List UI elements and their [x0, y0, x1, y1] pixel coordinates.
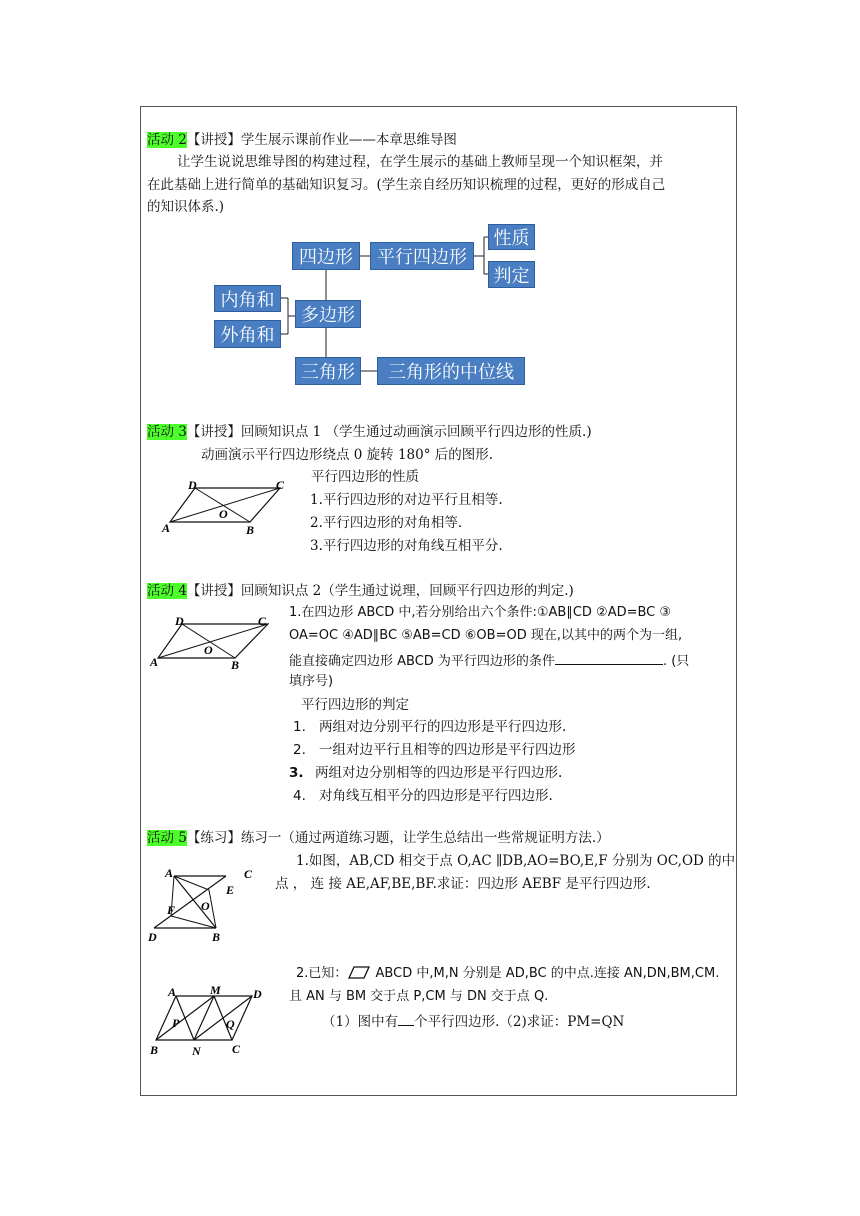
figure-crossing-lines [146, 866, 266, 946]
problem2-line3 [322, 1011, 624, 1031]
criterion-1 [293, 718, 566, 736]
activity5-title: 【练习】练习一（通过两道练习题，让学生总结出一些常规证明方法.） [186, 830, 610, 846]
activity5-tag: 活动 5 [147, 830, 187, 846]
activity3-tag: 活动 3 [147, 424, 187, 440]
criterion-4-text: 对角线互相平分的四边形是平行四边形. [319, 788, 553, 804]
problem2-q2: 个平行四边形.（2)求证：PM=QN [414, 1014, 625, 1030]
parallelogram-figure-2 [150, 612, 280, 672]
label-Q: Q [226, 1017, 235, 1031]
problem2-q1: （1）图中有 [322, 1014, 399, 1030]
criteria-heading: 平行四边形的判定 [301, 697, 409, 713]
property-3: 3.平行四边形的对角线互相平分. [310, 538, 503, 554]
activity3-subtitle: 动画演示平行四边形绕点 0 旋转 180° 后的图形. [201, 447, 494, 463]
mindmap-criteria: 判定 [488, 261, 535, 288]
problem1-line2: 点 ， 连 接 AE,AF,BE,BF.求证：四边形 AEBF 是平行四边形. [275, 876, 651, 892]
label-D: D [175, 614, 184, 628]
criterion-3-num: 3. [289, 765, 304, 781]
criterion-4 [293, 787, 553, 805]
parallelogram-figure-1 [160, 478, 300, 538]
criterion-3 [289, 764, 562, 782]
properties-heading: 平行四边形的性质 [311, 469, 419, 485]
label-P: P [172, 1016, 180, 1030]
activity4-heading [147, 582, 574, 600]
activity2-line2: 在此基础上进行简单的基础知识复习。(学生亲自经历知识梳理的过程，更好的形成自己 [147, 177, 666, 193]
label-O: O [201, 899, 210, 913]
criterion-2 [293, 741, 576, 759]
activity4-tag: 活动 4 [147, 583, 187, 599]
activity5-heading [147, 829, 610, 847]
label-C: C [258, 614, 267, 628]
label-C: C [276, 478, 285, 492]
criterion-2-text: 一组对边平行且相等的四边形是平行四边形 [319, 742, 576, 758]
question-suffix: . (只 [662, 654, 690, 669]
label-A: A [150, 655, 159, 669]
activity2-title: 【讲授】学生展示课前作业——本章思维导图 [186, 132, 457, 148]
parallelogram-symbol-icon [347, 966, 371, 979]
question-line4: 填序号) [289, 674, 334, 689]
label-O: O [219, 507, 228, 521]
mindmap-exterior-angles: 外角和 [214, 320, 281, 348]
count-blank[interactable] [398, 1011, 414, 1026]
problem2-line1 [296, 965, 719, 983]
question-text: 能直接确定四边形 ABCD 为平行四边形的条件 [289, 654, 555, 669]
label-B: B [231, 658, 240, 672]
label-A: A [162, 521, 171, 535]
label-B: B [246, 523, 255, 537]
label-D: D [148, 930, 157, 944]
criterion-1-num: 1. [293, 719, 306, 735]
activity3-heading [147, 423, 592, 441]
question-line1: 1.在四边形 ABCD 中,若分别给出六个条件:①AB∥CD ②AD=BC ③ [289, 605, 672, 620]
label-E: E [226, 883, 235, 897]
criterion-4-num: 4. [293, 788, 306, 804]
problem2-prefix: 2.已知： [296, 966, 348, 981]
mindmap-properties: 性质 [488, 224, 535, 250]
label-D: D [188, 478, 197, 492]
label-D: D [253, 987, 262, 1001]
label-F: F [167, 903, 176, 917]
label-B: B [150, 1043, 159, 1057]
criterion-2-num: 2. [293, 742, 306, 758]
parallelogram-midpoints-figure [146, 984, 276, 1064]
label-C: C [244, 867, 253, 881]
property-2: 2.平行四边形的对角相等. [310, 515, 463, 531]
label-M: M [210, 983, 221, 997]
label-B: B [212, 930, 221, 944]
activity2-line3: 的知识体系.) [147, 199, 225, 215]
label-N: N [192, 1044, 201, 1058]
label-C: C [232, 1042, 241, 1056]
activity2-heading [147, 131, 457, 149]
activity3-title: 【讲授】回顾知识点 1 （学生通过动画演示回顾平行四边形的性质.) [186, 424, 592, 440]
activity2-line1: 让学生说说思维导图的构建过程，在学生展示的基础上教师呈现一个知识框架，并 [177, 154, 663, 170]
mindmap-interior-angles: 内角和 [214, 285, 281, 312]
problem2-line2: 且 AN 与 BM 交于点 P,CM 与 DN 交于点 Q. [289, 989, 549, 1004]
problem1-line1: 1.如图，AB,CD 相交于点 O,AC ∥DB,AO=BO,E,F 分别为 OC,OD 的中 [296, 853, 736, 869]
answer-blank[interactable] [555, 650, 663, 665]
question-line3 [289, 650, 689, 671]
property-1: 1.平行四边形的对边平行且相等. [310, 492, 503, 508]
criterion-1-text: 两组对边分别平行的四边形是平行四边形. [319, 719, 567, 735]
criterion-3-text: 两组对边分别相等的四边形是平行四边形. [315, 765, 563, 781]
mindmap-midline: 三角形的中位线 [377, 357, 525, 385]
question-line2: OA=OC ④AD∥BC ⑤AB=CD ⑥OB=OD 现在,以其中的两个为一组, [289, 628, 683, 643]
mindmap-quadrilateral: 四边形 [292, 242, 360, 270]
mindmap-polygon: 多边形 [295, 300, 361, 328]
label-A: A [165, 866, 174, 880]
activity4-title: 【讲授】回顾知识点 2（学生通过说理，回顾平行四边形的判定.) [186, 583, 574, 599]
activity2-tag: 活动 2 [147, 132, 187, 148]
label-O: O [204, 643, 213, 657]
label-A: A [168, 985, 177, 999]
mindmap-parallelogram: 平行四边形 [370, 242, 474, 270]
problem2-text: ABCD 中,M,N 分别是 AD,BC 的中点.连接 AN,DN,BM,CM. [371, 966, 720, 981]
mindmap-triangle: 三角形 [295, 357, 361, 385]
